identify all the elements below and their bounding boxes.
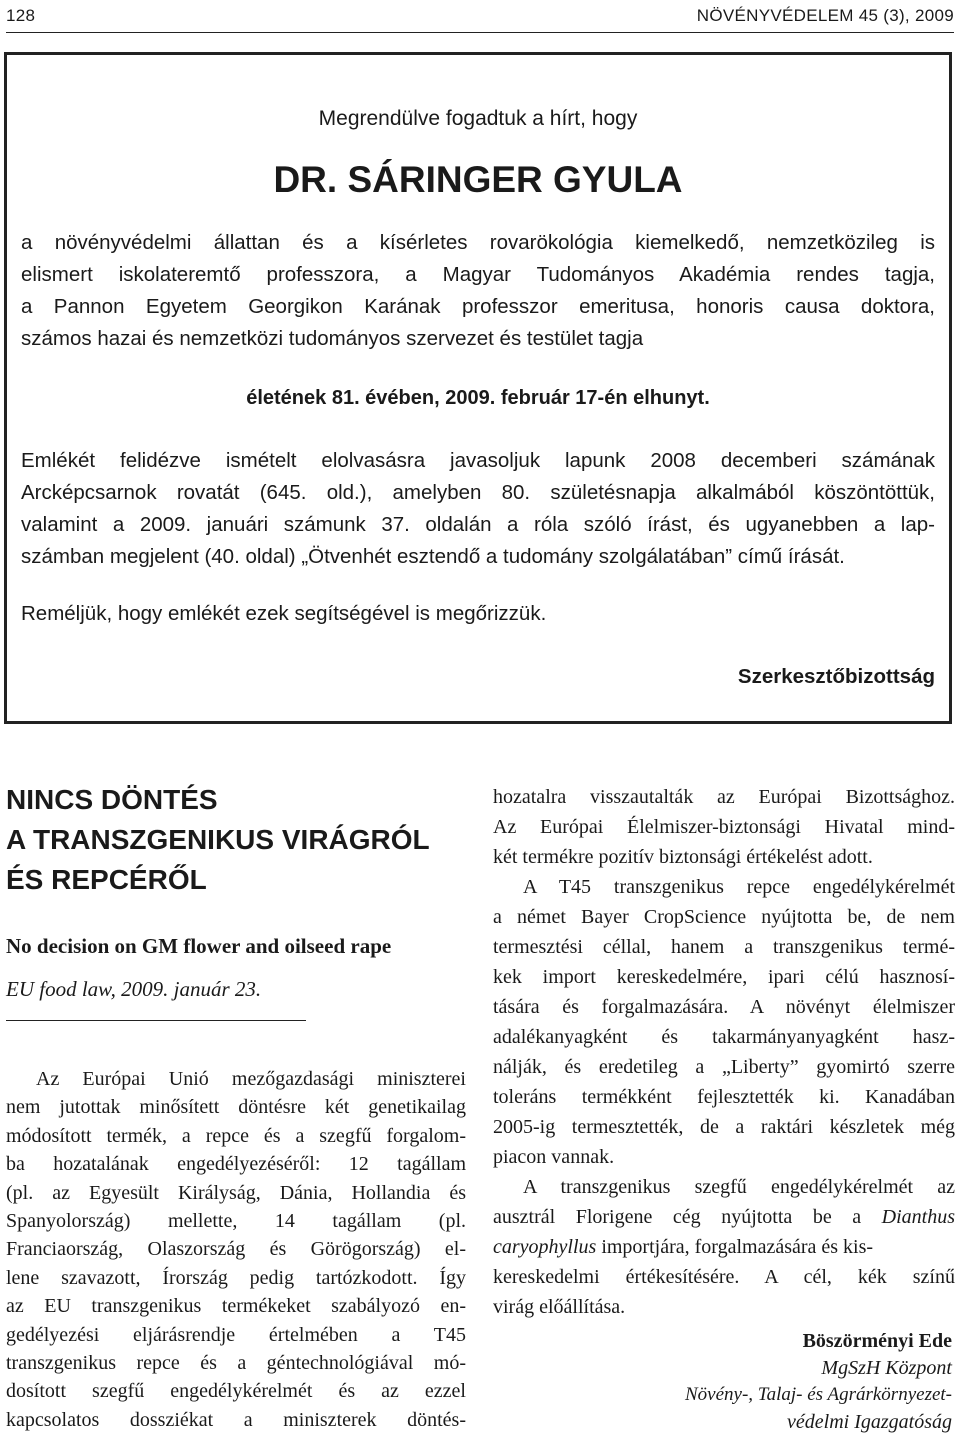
body-line [493,1236,955,1259]
author-affiliation-line: védelmi Igazgatóság [787,1411,952,1433]
body-line: tására és forgalmazására. A növényt élelmiszer [493,996,955,1018]
body-line: kapcsolatos dossziékat a miniszterek döntés- [6,1408,466,1431]
author-name: Böszörményi Ede [802,1330,952,1352]
notice-description-line: elismert iskolateremtő professzora, a Magyar Tudományos Akadémia rendes tagja, [21,263,935,286]
notice-memory-line: Emlékét felidézve ismételt elolvasásra javasoljuk lapunk 2008 decemberi számának [21,449,935,472]
deceased-name: DR. SÁRINGER GYULA [273,159,683,200]
notice-hope: Reméljük, hogy emlékét ezek segítségével is megőrizzük. [21,602,547,625]
body-line: két termékre pozitív biztonsági értékelést adott. [493,846,873,868]
body-line: nálják, és eredetileg a „Liberty” gyomirtó szerre [493,1056,955,1078]
body-line: nem jutottak minősített döntésre két genetikailag [6,1096,466,1119]
body-line: adalékanyagként és takarmányanyagként hasz- [493,1026,955,1048]
body-line: ba hozatalának engedélyezéséről: 12 tagállam [6,1153,466,1176]
notice-intro: Megrendülve fogadtuk a hírt, hogy [318,107,638,130]
source-divider [6,1020,306,1021]
body-line: Az Európai Unió mezőgazdasági miniszterei [36,1068,466,1090]
notice-memory-line: számban megjelent (40. oldal) „Ötvenhét esztendő a tudomány szolgálatában” című írását. [21,545,845,568]
body-line: A transzgenikus szegfű engedélykérelmét az [523,1176,955,1198]
body-line: Franciaország, Olaszország és Görögország) el- [6,1238,466,1261]
species-name: Dianthus [881,1206,955,1228]
journal-citation: NÖVÉNYVÉDELEM 45 (3), 2009 [696,6,954,25]
body-line: (pl. az Egyesült Királyság, Dánia, Hollandia és [6,1181,466,1204]
body-line: A T45 transzgenikus repce engedélykérelmét [523,876,955,898]
author-affiliation-line: Növény-, Talaj- és Agrárkörnyezet- [684,1384,952,1405]
death-statement: életének 81. évében, 2009. február 17-én elhunyt. [246,387,710,409]
body-line: gedélyezési eljárásrendje értelmében a T45 [6,1323,466,1346]
author-affiliation-line: MgSzH Központ [821,1357,952,1379]
body-line: 2005-ig termesztették, de a raktári készletek még [493,1116,955,1138]
notice-memory-line: Arcképcsarnok rovatát (645. old.), amelyben 80. születésnapja alkalmából köszöntöttük, [21,481,935,504]
body-line: Spanyolország) mellette, 14 tagállam (pl. [6,1210,466,1232]
notice-description-line: a Pannon Egyetem Georgikon Karának professzor emeritusa, honoris causa doktora, [21,295,935,318]
article-source: EU food law, 2009. január 23. [6,977,262,1001]
body-line: virág előállítása. [493,1296,626,1318]
body-text: ausztrál Florigene cég nyújtotta be a [493,1206,882,1228]
body-line: kek import kereskedelmére, ipari célú hasznosí- [493,966,955,988]
editorial-board-signature: Szerkesztőbizottság [737,665,935,688]
page-number: 128 [6,6,36,25]
body-line: a német Bayer CropScience nyújtotta be, de nem [493,906,955,928]
species-name: caryophyllus [493,1236,597,1258]
body-line: piacon vannak. [493,1146,615,1168]
article-title-line: A TRANSZGENIKUS VIRÁGRÓL [6,824,430,855]
article-english-subtitle: No decision on GM flower and oilseed rape [6,934,392,958]
notice-memory-line: valamint a 2009. januári számunk 37. oldalán a róla szóló írást, és ugyanebben a lap- [21,513,935,536]
body-line [493,1206,955,1229]
body-text: importjára, forgalmazására és kis- [596,1236,874,1258]
body-line: termesztési céllal, hanem a transzgenikus termé- [493,936,955,958]
body-line: hozatalra visszautalták az Európai Bizottsághoz. [493,786,955,808]
body-line: transzgenikus repce és a géntechnológiával mó- [6,1352,466,1374]
body-line: módosított termék, a repce és a szegfű forgalom- [6,1124,466,1147]
body-line: toleráns termékként fejlesztették ki. Kanadában [493,1086,955,1108]
obituary-notice [4,52,952,724]
article-title-line: ÉS REPCÉRŐL [6,864,207,895]
article-title-line: NINCS DÖNTÉS [6,784,218,815]
notice-description-line: a növényvédelmi állattan és a kísérletes rovarökológia kiemelkedő, nemzetközileg is [21,231,935,254]
article-title [6,780,472,900]
body-line: Az Európai Élelmiszer-biztonsági Hivatal mind- [493,816,955,838]
body-line: dosított szegfű engedélykérelmét és az ezzel [6,1380,466,1403]
notice-description-line: számos hazai és nemzetközi tudományos szervezet és testület tagja [21,327,644,350]
body-line: lene szavazott, Írország pedig tartózkodott. Így [6,1266,466,1289]
body-line: az EU transzgenikus termékeket szabályozó en- [6,1295,466,1318]
article-header [6,780,472,1021]
body-line: kereskedelmi értékesítésére. A cél, kék színű [493,1266,955,1288]
running-header [6,0,954,33]
